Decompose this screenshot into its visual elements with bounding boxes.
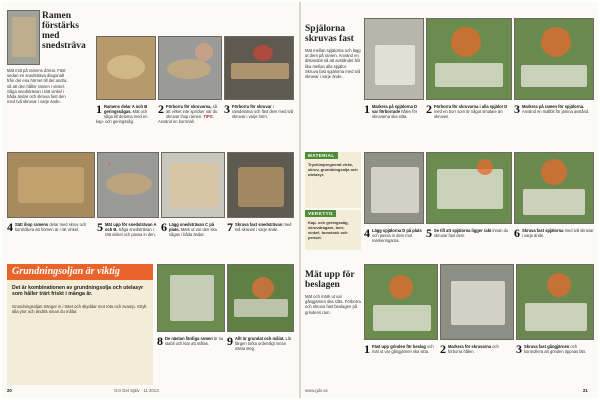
material-text: Tryckimpregnerat virke, skruv, grundningsolja och utelasyr. [308, 162, 358, 177]
r-step-3-desc: Använd en mallbit för jämna avstånd. [522, 109, 590, 114]
r-step-2-desc: med en borr som är något smalare än skruven. [434, 109, 503, 119]
r-step-2-number: 2 [426, 102, 432, 116]
r-step-5-number: 5 [426, 226, 432, 240]
right-folio [583, 388, 588, 393]
left-page-number: 20 [7, 388, 12, 393]
step-9-photo [227, 264, 294, 332]
tools-box [305, 210, 361, 250]
step-1-number: 1 [96, 102, 102, 116]
sub-step-3-title: Skruva fast gångjärnen [524, 344, 570, 349]
r-step-4-number: 4 [364, 226, 370, 240]
step-3-title: Förborra för skruvar [232, 104, 272, 109]
material-label: MATERIAL [305, 152, 338, 159]
r-step-2-photo [426, 18, 512, 100]
sub-step-3-number: 3 [516, 342, 522, 356]
step-9-text [227, 336, 294, 351]
sub-step-1-text [364, 344, 438, 355]
right-page-number: 21 [583, 388, 588, 393]
r-step-1-text [364, 104, 424, 119]
step-6-photo [161, 152, 225, 218]
step-2-tip-label: TIPS: [203, 114, 214, 119]
box-title-bar [7, 264, 153, 280]
box-body [7, 280, 153, 385]
step-4-text [7, 222, 95, 233]
step-8-number: 8 [157, 334, 163, 348]
right-intro-text: Mät mellan spjälorna och lägg ut dem på ramen. Använd en distansbit så att avståndet blir lika mellan alla spjälor. Skruva fast spjälorna med två skruvar i varje ände. [305, 48, 361, 80]
step-9-number: 9 [227, 334, 233, 348]
step-6-text [161, 222, 225, 237]
sub-step-2-photo [440, 264, 514, 340]
step-1-desc: Mät och såga till delarna med en kap- och geringssåg. [96, 109, 148, 124]
r-step-2-title: Förborra för skruvarna i alla spjälor D [434, 104, 508, 109]
step-8-title: De nästan färdiga ramen [165, 336, 213, 341]
measure-label-a: A [108, 161, 111, 166]
material-box [305, 152, 361, 208]
sub-step-3-text [516, 344, 594, 355]
r-step-6-title: Skruva fast spjälorna [522, 228, 564, 233]
sub-step-1-desc: och mät ut var gångjärnen ska sitta. [372, 344, 434, 354]
left-folio-text: Gör Det Själv · 11 2013 [114, 388, 159, 393]
r-step-5-title: Se till att spjälorna ligger rakt [434, 228, 492, 233]
step-5-desc: Såga snedsträvan i rätt vinkel och passa in den. [105, 227, 156, 237]
r-step-5-photo [426, 152, 512, 224]
step-4-title: Sätt ihop ramens [15, 222, 49, 227]
step-6-title: Lägg snedsträvan C på plats. [169, 222, 215, 232]
r-step-5-text [426, 228, 512, 239]
sub-step-2-number: 2 [440, 342, 446, 356]
step-7-number: 7 [227, 220, 233, 234]
box-text: Grundningsoljan tränger in i träet och skyddar mot röta och svamp. Stryk alla ytor och ändträ innan du målar. [12, 304, 147, 315]
step-3-text [224, 104, 294, 119]
right-page [301, 2, 598, 398]
tools-label: VERKTYG [305, 210, 336, 217]
step-8-text [157, 336, 225, 347]
step-9-title: Allt är grundat och målat. [235, 336, 285, 341]
step-4-desc: delar med skruv och kontrollera att hörnen är i rät vinkel. [15, 222, 87, 232]
step-1-text [96, 104, 156, 124]
right-article-title: Spjälorna skruvas fast [305, 24, 354, 44]
step-5-number: 5 [97, 220, 103, 234]
r-step-6-photo [514, 152, 594, 224]
sub-step-1-number: 1 [364, 342, 370, 356]
magazine-spread [2, 2, 598, 398]
sub-step-2-text [440, 344, 514, 355]
r-step-1-photo [364, 18, 424, 100]
step-6-desc: Märk ut var den ska sågas i båda ändar. [169, 227, 217, 237]
r-step-1-desc: hålen för skruvarna ska sitta. [372, 109, 418, 119]
r-step-3-title: Markera på ramen för spjälorna. [522, 104, 585, 109]
r-step-1-title: Markera på spjälorna D var förborrade [372, 104, 418, 114]
sub-intro-text: Mät och märk ut var gångjärnen ska sitta. Förborra och skruva fast beslagen på grindens ram. [305, 294, 361, 315]
r-step-5-desc: innan du skruvar fast dem. [434, 228, 509, 238]
step-1-title: Ramens delar A och B geringssågas. [104, 104, 148, 114]
left-page [2, 2, 299, 398]
r-step-4-title: Lägg spjälorna D på plats [372, 228, 422, 233]
step-7-photo [227, 152, 294, 218]
tools-text: Kap- och geringssåg, skruvdragare, borr, vinkel, tumstock och pensel. [308, 220, 349, 240]
left-folio [7, 388, 12, 393]
intro-text: Mät mitt på ramens dörrar. Fäst sedan en snedsträva diagonalt från det ena hörnet till det andra, så att den håller ramen i vinkel. Såga snedsträvan i rätt vinkel i båda ändar och skruva fast den med två skruvar i varje ände. [7, 68, 68, 105]
step-5-photo [97, 152, 159, 218]
step-2-tip-text: Använd en borrmall. [158, 119, 195, 124]
step-2-title: Förborra för skruvarna, [166, 104, 212, 109]
step-3-photo [224, 36, 294, 100]
box-lead: Det är kombinationen av grundningsolja och utelasyr som håller trärt friskt i många år. [12, 285, 144, 298]
article-title: Ramen förstärks med snedsträva [42, 11, 86, 51]
sub-step-2-title: Markera för skruvarna [448, 344, 492, 349]
photo-planks [7, 10, 40, 65]
r-step-3-text [514, 104, 594, 115]
r-step-4-text [364, 228, 424, 243]
step-4-number: 4 [7, 220, 13, 234]
r-step-6-text [514, 228, 594, 239]
step-3-number: 3 [224, 102, 230, 116]
step-2-photo [158, 36, 222, 100]
step-8-photo [157, 264, 225, 332]
sub-step-2-desc: och förborra hålen. [448, 344, 499, 354]
right-folio-text: www.gds.se [305, 388, 328, 393]
step-7-title: Skruva fast snedsträvan [235, 222, 283, 227]
r-step-6-desc: med två skruvar i varje ände. [522, 228, 594, 238]
step-1-photo [96, 36, 156, 100]
step-7-text [227, 222, 294, 233]
sub-step-1-title: Fäst upp grinden för beslag [372, 344, 426, 349]
r-step-6-number: 6 [514, 226, 520, 240]
step-2-desc: så att virket inte spricker när du skruvar ihop ramen. [166, 104, 218, 119]
step-2-number: 2 [158, 102, 164, 116]
step-6-number: 6 [161, 220, 167, 234]
r-step-2-text [426, 104, 512, 119]
r-step-4-desc: och passa in dem mot markeringarna. [372, 233, 413, 243]
step-5-title: Mät upp för snedsträvan A och B. [105, 222, 157, 232]
step-3-desc: i ramdelarna och fäst dem med två skruvar i varje hörn. [232, 104, 293, 119]
r-step-3-photo [514, 18, 594, 100]
r-step-3-number: 3 [514, 102, 520, 116]
step-8-desc: är nu stabil och klar att målas. [165, 336, 224, 346]
step-4-photo [7, 152, 95, 218]
sub-step-3-photo [516, 264, 594, 340]
step-9-desc: Låt färgen torka ordentligt innan nästa steg. [235, 336, 292, 351]
sub-step-3-desc: och kontrollera att grinden öppnas lätt. [524, 344, 586, 354]
step-2-text [158, 104, 222, 124]
sub-step-1-photo [364, 264, 438, 340]
step-5-text [97, 222, 159, 237]
box-title: Grundningsoljan är viktig [12, 266, 120, 277]
r-step-4-photo [364, 152, 424, 224]
step-7-desc: med två skruvar i varje ände. [235, 222, 292, 232]
sub-article-title: Mät upp för beslagen [305, 270, 355, 290]
r-step-1-number: 1 [364, 102, 370, 116]
